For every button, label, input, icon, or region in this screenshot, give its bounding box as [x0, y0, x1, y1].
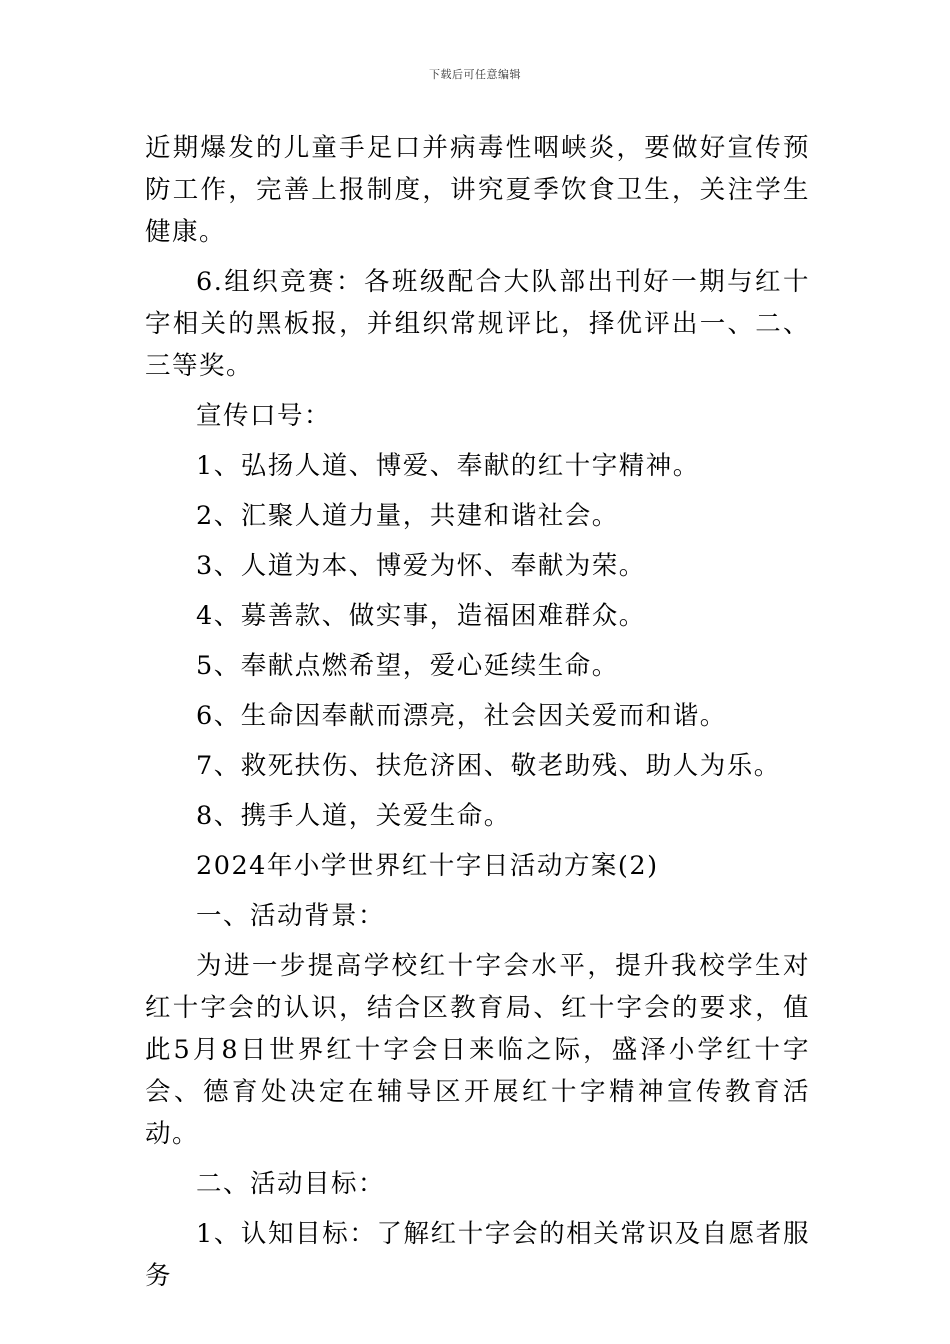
list-item: 1、弘扬人道、博爱、奉献的红十字精神。	[196, 451, 700, 481]
section-heading: 宣传口号：	[196, 401, 332, 431]
document-title: 2024年小学世界红十字日活动方案(2)	[196, 851, 659, 881]
list-item: 5、奉献点燃希望，爱心延续生命。	[196, 651, 619, 681]
list-item: 2、汇聚人道力量，共建和谐社会。	[196, 501, 619, 531]
list-item: 8、携手人道，关爱生命。	[196, 801, 511, 831]
document-body	[145, 127, 810, 1305]
paragraph: 6.组织竞赛：各班级配合大队部出刊好一期与红十字相关的黑板报，并组织常规评比，择优评出一、二、三等奖。	[145, 267, 810, 381]
list-item: 4、募善款、做实事，造福困难群众。	[196, 601, 646, 631]
paragraph: 近期爆发的儿童手足口并病毒性咽峡炎，要做好宣传预防工作，完善上报制度，讲究夏季饮食卫生，关注学生健康。	[145, 133, 810, 247]
list-item: 1、认知目标：了解红十字会的相关常识及自愿者服务	[145, 1219, 810, 1291]
list-item: 3、人道为本、博爱为怀、奉献为荣。	[196, 551, 646, 581]
section-heading: 二、活动目标：	[196, 1169, 386, 1199]
list-item: 7、救死扶伤、扶危济困、敬老助残、助人为乐。	[196, 751, 781, 781]
paragraph: 为进一步提高学校红十字会水平，提升我校学生对红十字会的认识，结合区教育局、红十字会的要求，值此5月8日世界红十字会日来临之际，盛泽小学红十字会、德育处决定在辅导区开展红十字精神宣传教育活动。	[145, 951, 810, 1149]
list-item: 6、生命因奉献而漂亮，社会因关爱而和谐。	[196, 701, 727, 731]
page-header: 下载后可任意编辑	[429, 68, 521, 81]
section-heading: 一、活动背景：	[196, 901, 386, 931]
